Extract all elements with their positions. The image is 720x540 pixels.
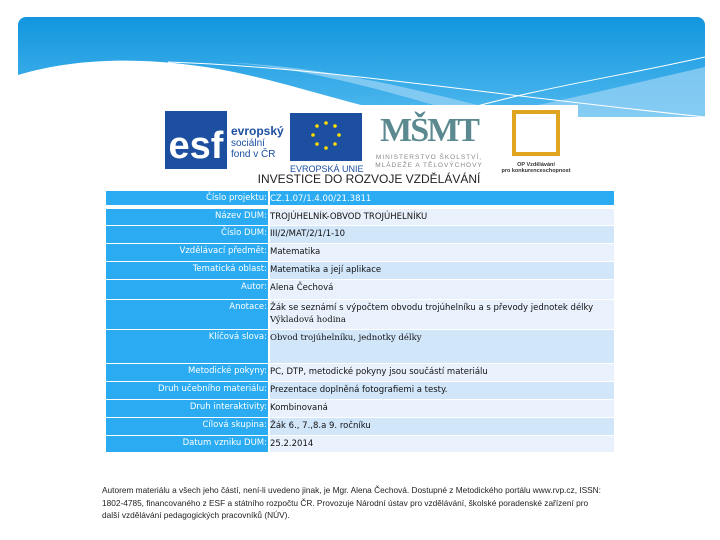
tagline: INVESTICE DO ROZVOJE VZDĚLÁVÁNÍ xyxy=(257,172,481,186)
esf-line: evropský xyxy=(231,124,284,138)
row-value: Prezentace doplněná fotografiemi a testy. xyxy=(270,382,614,399)
row-label: Druh učebního materiálu: xyxy=(106,382,268,399)
annotation-text: Žák se seznámí s výpočtem obvodu trojúhelníku a s převody jednotek délky xyxy=(270,303,594,313)
annotation-text: Výkladová hodina xyxy=(270,315,346,325)
eu-flag-icon xyxy=(290,113,362,161)
row-value: Kombinovaná xyxy=(270,400,614,417)
row-value: Alena Čechová xyxy=(270,280,614,299)
row-label: Cílová skupina: xyxy=(106,418,268,435)
row-value: III/2/MAT/2/1/1-10 xyxy=(270,226,614,243)
row-label: Klíčová slova: xyxy=(106,330,268,363)
esf-logo xyxy=(165,108,285,168)
row-label: Tematická oblast: xyxy=(106,262,268,279)
table-row xyxy=(106,382,614,399)
table-row xyxy=(106,400,614,417)
msmt-mark: MŠMT xyxy=(380,112,478,149)
row-value: PC, DTP, metodické pokyny jsou součástí materiálu xyxy=(270,364,614,381)
msmt-caption: MINISTERSTVO ŠKOLSTVÍ, xyxy=(375,154,483,161)
table-row xyxy=(106,364,614,381)
table-row xyxy=(106,244,614,261)
table-row xyxy=(106,226,614,243)
msmt-caption: MLÁDEŽE A TĚLOVÝCHOVY xyxy=(375,162,483,169)
row-label: Metodické pokyny: xyxy=(106,364,268,381)
table-row xyxy=(106,330,614,363)
esf-line: sociální xyxy=(231,138,265,149)
op-caption: OP Vzdělávání xyxy=(517,162,555,168)
table-row xyxy=(106,300,614,329)
row-label: Datum vzniku DUM: xyxy=(106,436,268,452)
table-row xyxy=(106,436,614,452)
op-mark-icon xyxy=(512,110,560,156)
op-logo xyxy=(496,108,576,174)
footer-credits: Autorem materiálu a všech jeho částí, není-li uvedeno jinak, je Mgr. Alena Čechová. Dostupné z Metodického portálu www.rvp.cz, ISSN: 1802-4785, financovaného z ESF a státního rozpočtu ČR. Provozuje Národní ústav pro vzdělávání, školské poradenské zařízení pro další vzdělávání pedagogických pracovníků (NÚV). xyxy=(102,485,601,520)
table-row xyxy=(106,209,614,225)
row-value: CZ.1.07/1.4.00/21.3811 xyxy=(270,191,614,205)
esf-line: fond v ČR xyxy=(231,149,276,160)
row-value: Žák 6., 7.,8.a 9. ročníku xyxy=(270,418,614,435)
row-label: Číslo projektu: xyxy=(106,191,268,205)
row-value: Obvod trojúhelníku, jednotky délky xyxy=(270,330,614,363)
table-row xyxy=(106,418,614,435)
table-row xyxy=(106,191,614,205)
eu-logo xyxy=(290,108,364,174)
header-banner xyxy=(18,17,705,117)
row-value: TROJÚHELNÍK-OBVOD TROJÚHELNÍKU xyxy=(270,209,614,225)
row-value: Matematika xyxy=(270,244,614,261)
row-label: Vzdělávací předmět: xyxy=(106,244,268,261)
table-row xyxy=(106,280,614,299)
msmt-logo xyxy=(368,108,490,168)
row-label: Autor: xyxy=(106,280,268,299)
info-table xyxy=(106,191,614,453)
eu-caption: EVROPSKÁ UNIE xyxy=(290,164,364,174)
row-label: Anotace: xyxy=(106,300,268,329)
row-label: Číslo DUM: xyxy=(106,226,268,243)
row-value xyxy=(270,300,614,329)
row-value: 25.2.2014 xyxy=(270,436,614,452)
esf-mark: esf xyxy=(165,111,227,169)
row-value: Matematika a její aplikace xyxy=(270,262,614,279)
op-caption: pro konkurenceschopnost xyxy=(501,168,571,174)
row-label: Druh interaktivity: xyxy=(106,400,268,417)
row-label: Název DUM: xyxy=(106,209,268,225)
table-row xyxy=(106,262,614,279)
